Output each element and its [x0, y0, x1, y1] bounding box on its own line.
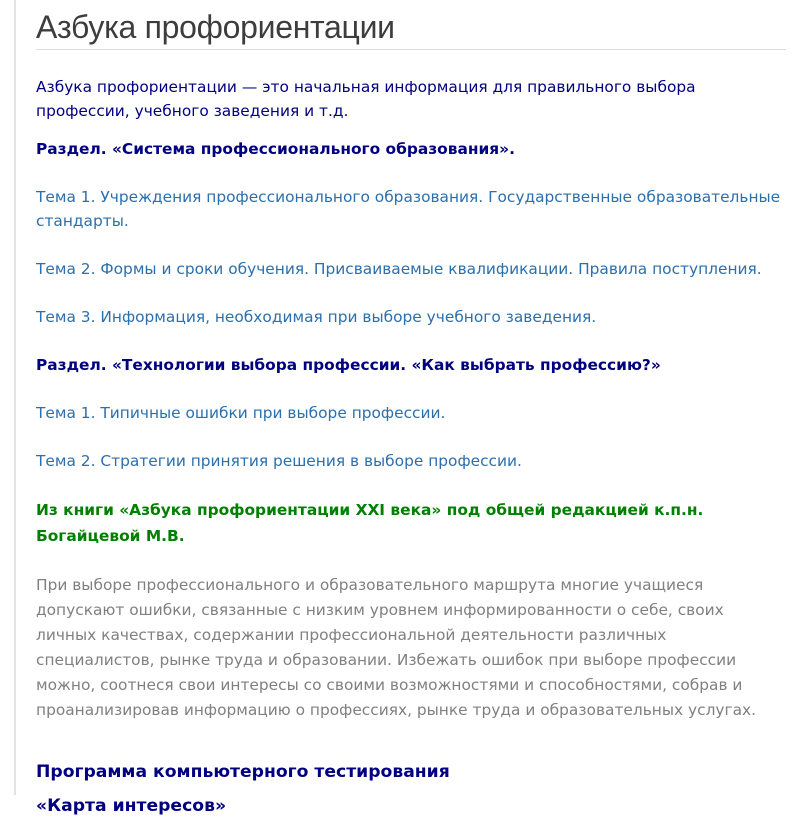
book-heading: Из книги «Азбука профориентации XXI века» под общей редакцией к.п.н. Богайцевой М.В. [36, 501, 704, 545]
book-excerpt: При выборе профессионального и образовательного маршрута многие учащиеся допускают ошибки, связанные с низким уровнем информированности о себе, своих личных качествах, содержании профессиональной деятельности различных специалистов, рынке труда и образовании. Избежать ошибок при выборе профессии можно, соотнеся свои интересы со своими возможностями и способностями, собрав и проанализировав информацию о профессиях, рынке труда и образовательных услугах. [36, 576, 757, 719]
left-border-line [14, 0, 16, 795]
section-heading-choice-technologies: Раздел. «Технологии выбора профессии. «Как выбрать профессию?» [36, 356, 661, 374]
topic-link-1[interactable]: Тема 1. Учреждения профессионального образования. Государственные образовательные стандарты. [36, 188, 781, 230]
page-title: Азбука профориентации [36, 9, 395, 45]
title-divider [36, 49, 786, 50]
topic-link-2[interactable]: Тема 2. Формы и сроки обучения. Присваиваемые квалификации. Правила поступления. [36, 260, 762, 278]
section-heading-education-system: Раздел. «Система профессионального образования». [36, 140, 515, 158]
topic-link-typical-mistakes[interactable]: Тема 1. Типичные ошибки при выборе профессии. [36, 404, 446, 422]
article-content [36, 0, 784, 823]
program-subheading: «Карта интересов» [36, 796, 227, 816]
intro-paragraph: Азбука профориентации — это начальная информация для правильного выбора профессии, учебного заведения и т.д. [36, 78, 696, 120]
program-heading: Программа компьютерного тестирования [36, 762, 450, 782]
topic-link-3[interactable]: Тема 3. Информация, необходимая при выборе учебного заведения. [36, 308, 597, 326]
topic-link-decision-strategies[interactable]: Тема 2. Стратегии принятия решения в выборе профессии. [36, 452, 522, 470]
